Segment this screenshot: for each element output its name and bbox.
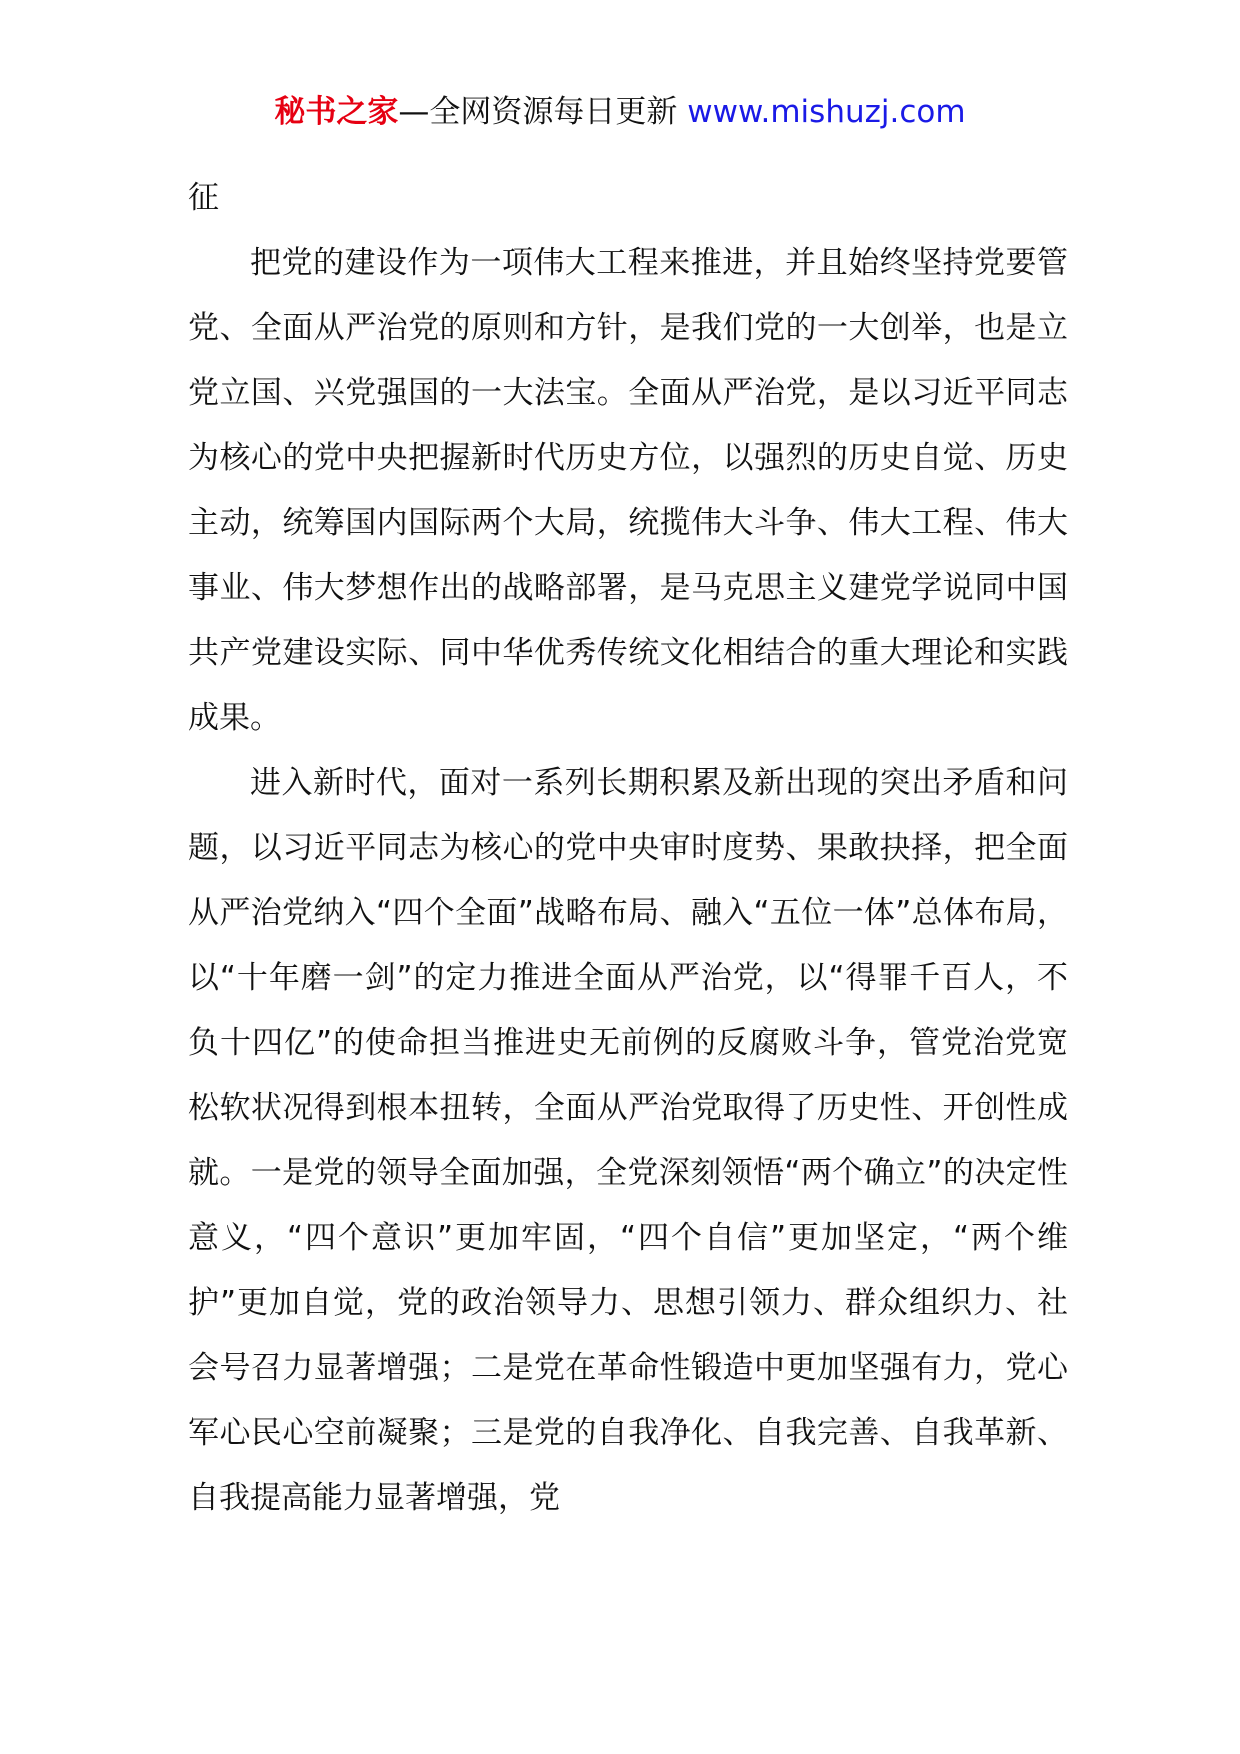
- website-link[interactable]: www.mishuzj.com: [687, 94, 966, 130]
- document-body: [188, 166, 1068, 1531]
- paragraph: 进入新时代，面对一系列长期积累及新出现的突出矛盾和问题，以习近平同志为核心的党中央审时度势、果敢抉择，把全面从严治党纳入“四个全面”战略布局、融入“五位一体”总体布局，以“十年磨一剑”的定力推进全面从严治党，以“得罪千百人，不负十四亿”的使命担当推进史无前例的反腐败斗争，管党治党宽松软状况得到根本扭转，全面从严治党取得了历史性、开创性成就。一是党的领导全面加强，全党深刻领悟“两个确立”的决定性意义，“四个意识”更加牢固，“四个自信”更加坚定，“两个维护”更加自觉，党的政治领导力、思想引领力、群众组织力、社会号召力显著增强；二是党在革命性锻造中更加坚强有力，党心军心民心空前凝聚；三是党的自我净化、自我完善、自我革新、自我提高能力显著增强，党: [188, 765, 1068, 1516]
- brand-name: 秘书之家: [274, 94, 399, 130]
- continued-line: 征: [188, 180, 219, 216]
- page-header: [0, 90, 1240, 134]
- header-tagline: —全网资源每日更新: [398, 94, 678, 130]
- paragraph: 把党的建设作为一项伟大工程来推进，并且始终坚持党要管党、全面从严治党的原则和方针，是我们党的一大创举，也是立党立国、兴党强国的一大法宝。全面从严治党，是以习近平同志为核心的党中央把握新时代历史方位，以强烈的历史自觉、历史主动，统筹国内国际两个大局，统揽伟大斗争、伟大工程、伟大事业、伟大梦想作出的战略部署，是马克思主义建党学说同中国共产党建设实际、同中华优秀传统文化相结合的重大理论和实践成果。: [188, 245, 1068, 736]
